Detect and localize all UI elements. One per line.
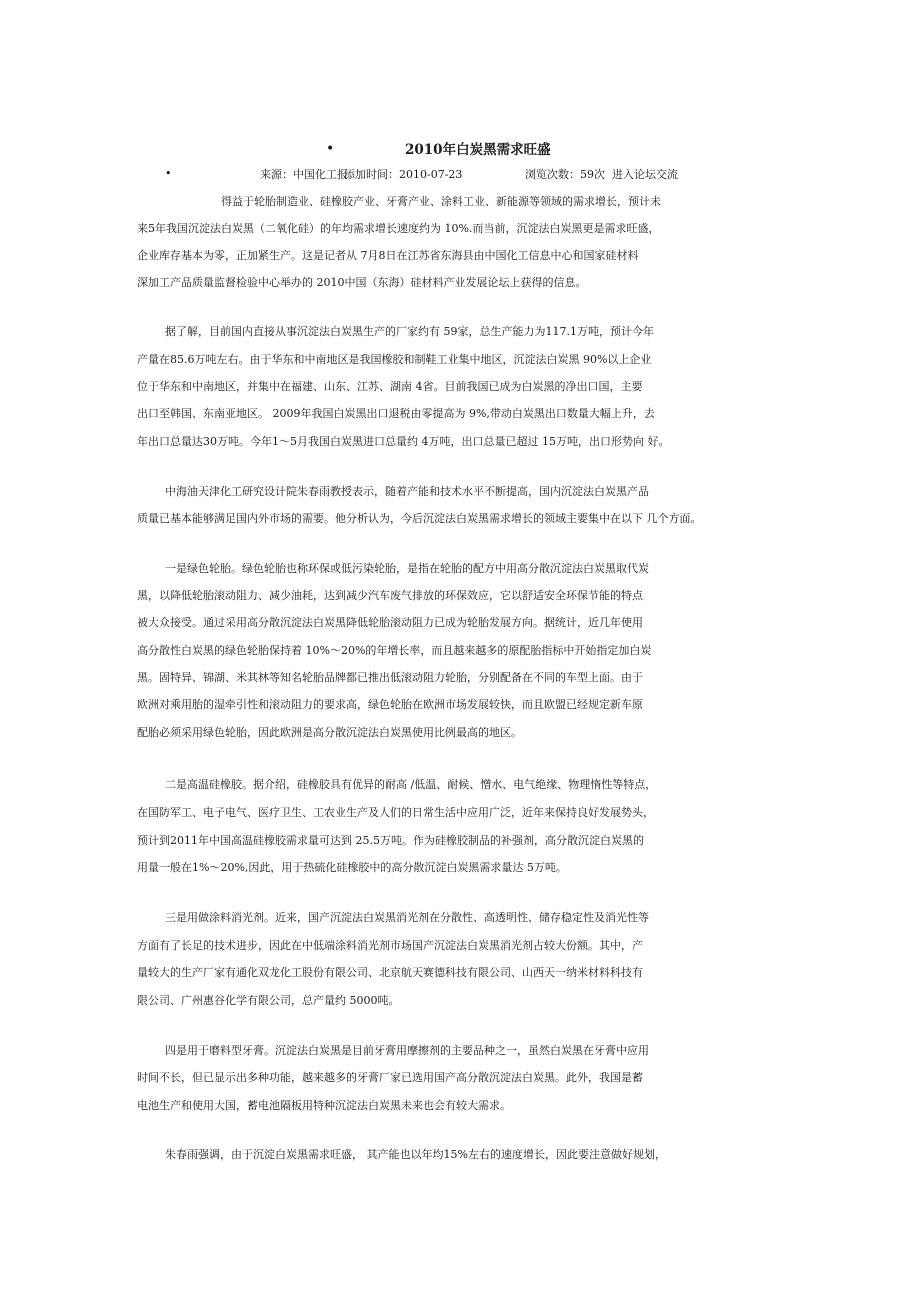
body-line: 出口至韩国、东南亚地区。 2009年我国白炭黑出口退税由零提高为 9%,带动白炭黑出口数量大幅上升，去 — [137, 407, 655, 420]
body-line: 中海油天津化工研究设计院朱春雨教授表示，随着产能和技术水平不断提高，国内沉淀法白炭黑产品 — [165, 485, 649, 498]
body-line: 朱春雨强调，由于沉淀白炭黑需求旺盛， 其产能也以年均15%左右的速度增长，因此要注意做好规划， — [165, 1148, 666, 1161]
body-line: 用量一般在1%～20%,因此，用于热硫化硅橡胶中的高分散沉淀白炭黑需求量达 5万吨。 — [137, 861, 567, 874]
forum-link[interactable]: 进入论坛交流 — [612, 168, 678, 181]
meta-view-count: 浏览次数：59次 — [525, 168, 605, 181]
body-line: 深加工产品质量监督检验中心举办的 2010中国（东海）硅材料产业发展论坛上获得的信息。 — [137, 276, 587, 289]
body-line: 黑。固特异、锦湖、米其林等知名轮胎品牌都已推出低滚动阻力轮胎，分别配备在不同的车型上面。由于 — [137, 671, 643, 684]
body-line: 一是绿色轮胎。绿色轮胎也称环保或低污染轮胎，是指在轮胎的配方中用高分散沉淀法白炭黑取代炭 — [165, 562, 649, 575]
body-line: 黑，以降低轮胎滚动阻力、减少油耗，达到减少汽车废气排放的环保效应，它以舒适安全环保节能的特点 — [137, 589, 643, 602]
body-line: 年出口总量达30万吨。今年1～5月我国白炭黑进口总量约 4万吨，出口总量已超过 15万吨，出口形势向 好。 — [137, 435, 670, 448]
body-line: 三是用做涂料消光剂。近来，国产沉淀法白炭黑消光剂在分散性、高透明性、储存稳定性及消光性等 — [165, 911, 649, 924]
body-line: 在国防军工、电子电气、医疗卫生、工农业生产及人们的日常生活中应用广泛，近年来保持良好发展势头， — [137, 806, 654, 819]
body-line: 方面有了长足的技术进步，因此在中低端涂料消光剂市场国产沉淀法白炭黑消光剂占较大份额。其中，产 — [137, 939, 643, 952]
body-line: 欧洲对乘用胎的湿牵引性和滚动阻力的要求高，绿色轮胎在欧洲市场发展较快，而且欧盟已经规定新车原 — [137, 698, 643, 711]
body-line: 量较大的生产厂家有通化双龙化工股份有限公司、北京航天赛德科技有限公司、山西天一纳米材料科技有 — [137, 966, 643, 979]
body-line: 高分散性白炭黑的绿色轮胎保持着 10%～20%的年增长率，而且越来越多的原配胎指标中开始指定加白炭 — [137, 644, 652, 657]
body-line: 四是用于磨料型牙膏。沉淀法白炭黑是目前牙膏用摩擦剂的主要品种之一，虽然白炭黑在牙膏中应用 — [165, 1044, 649, 1057]
body-line: 配胎必须采用绿色轮胎，因此欧洲是高分散沉淀法白炭黑使用比例最高的地区。 — [137, 726, 522, 739]
body-line: 产量在85.6万吨左右。由于华东和中南地区是我国橡胶和制鞋工业集中地区，沉淀法白炭黑 90%以上企业 — [137, 353, 652, 366]
body-line: 质量已基本能够满足国内外市场的需要。他分析认为，今后沉淀法白炭黑需求增长的领域主要集中在以下 几个方面。 — [137, 512, 702, 525]
body-line: 被大众接受。通过采用高分散沉淀法白炭黑降低轮胎滚动阻力已成为轮胎发展方向。据统计，近几年使用 — [137, 616, 643, 629]
body-line: 二是高温硅橡胶。据介绍，硅橡胶具有优异的耐高 /低温、耐候、憎水、电气绝缘、物理惰性等特点， — [165, 778, 657, 791]
body-line: 时间不长，但已显示出多种功能，越来越多的牙膏厂家已选用国产高分散沉淀法白炭黑。此外，我国是蓄 — [137, 1071, 643, 1084]
article-title: 2010年白炭黑需求旺盛 — [405, 142, 551, 158]
body-line: 预计到2011年中国高温硅橡胶需求量可达到 25.5万吨。作为硅橡胶制品的补强剂，高分散沉淀白炭黑的 — [137, 834, 644, 847]
title-bullet: • — [326, 141, 335, 157]
meta-bullet: • — [165, 167, 172, 180]
body-line: 企业库存基本为零，正加紧生产。这是记者从 7月8日在江苏省东海县由中国化工信息中心和国家硅材料 — [137, 249, 639, 262]
body-line: 得益于轮胎制造业、硅橡胶产业、牙膏产业、涂料工业、新能源等领域的需求增长，预计未 — [221, 195, 661, 208]
meta-added-time: 添加时间：2010-07-23 — [344, 168, 463, 181]
meta-source: 来源：中国化工报 — [260, 168, 348, 181]
body-line: 据了解，目前国内直接从事沉淀法白炭黑生产的厂家约有 59家，总生产能力为117.1万吨，预计今年 — [165, 325, 654, 338]
body-line: 限公司、广州惠谷化学有限公司，总产量约 5000吨。 — [137, 994, 400, 1007]
body-line: 电池生产和使用大国，蓄电池隔板用特种沉淀法白炭黑未来也会有较大需求。 — [137, 1099, 511, 1112]
body-line: 位于华东和中南地区，并集中在福建、山东、江苏、湖南 4省。目前我国已成为白炭黑的净出口国，主要 — [137, 380, 643, 393]
body-line: 来5年我国沉淀法白炭黑（二氧化硅）的年均需求增长速度约为 10%.而当前，沉淀法白炭黑更是需求旺盛， — [137, 222, 660, 235]
